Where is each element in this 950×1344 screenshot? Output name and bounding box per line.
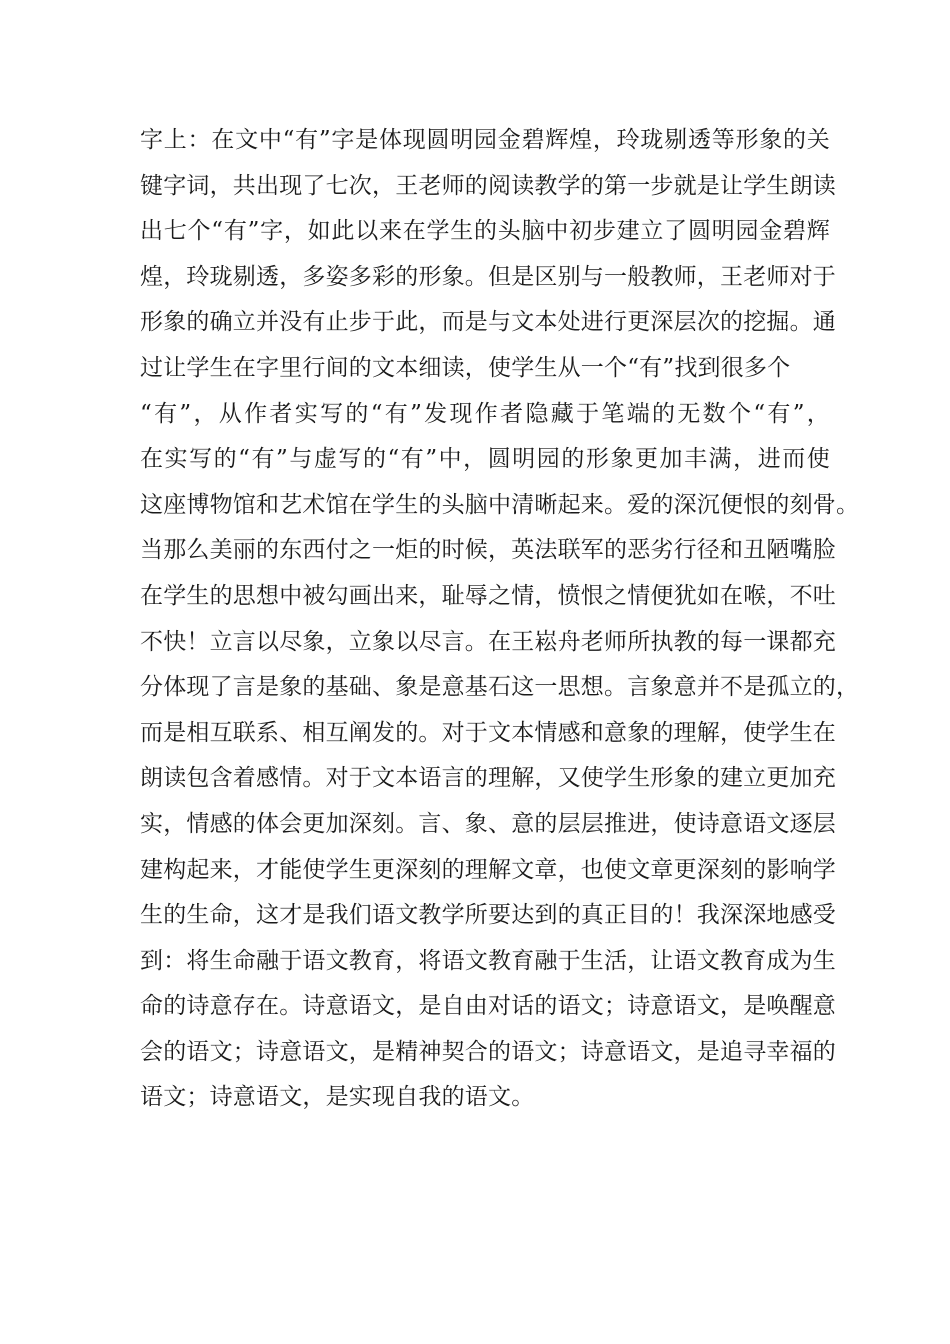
text-line: 生的生命，这才是我们语文教学所要达到的真正目的！我深深地感受 [140,902,836,929]
text-line: 形象的确立并没有止步于此，而是与文本处进行更深层次的挖掘。通 [140,309,836,336]
text-line: 朗读包含着感情。对于文本语言的理解，又使学生形象的建立更加充 [140,765,836,792]
text-line: 出七个“有”字，如此以来在学生的头脑中初步建立了圆明园金碧辉 [140,218,830,245]
text-line: 建构起来，才能使学生更深刻的理解文章，也使文章更深刻的影响学 [140,856,836,883]
text-line: 不快！立言以尽象，立象以尽言。在王崧舟老师所执教的每一课都充 [140,628,836,655]
text-line: 键字词，共出现了七次，王老师的阅读教学的第一步就是让学生朗读 [140,172,836,199]
text-line: 到：将生命融于语文教育，将语文教育融于生活，让语文教育成为生 [140,947,836,974]
text-line: 实，情感的体会更加深刻。言、象、意的层层推进，使诗意语文逐层 [140,810,836,837]
text-line: 过让学生在字里行间的文本细读，使学生从一个“有”找到很多个 [140,354,791,381]
body-paragraph [140,118,860,1121]
text-line: 命的诗意存在。诗意语文，是自由对话的语文；诗意语文，是唤醒意 [140,993,836,1020]
text-line: 语文；诗意语文，是实现自我的语文。 [140,1084,535,1111]
text-line: 当那么美丽的东西付之一炬的时候，英法联军的恶劣行径和丑陋嘴脸 [140,537,836,564]
text-line: 而是相互联系、相互阐发的。对于文本情感和意象的理解，使学生在 [140,719,836,746]
text-line: “有”，从作者实写的“有”发现作者隐藏于笔端的无数个“有”， [140,400,830,427]
text-line: 字上：在文中“有”字是体现圆明园金碧辉煌，玲珑剔透等形象的关 [140,127,830,153]
text-line: 这座博物馆和艺术馆在学生的头脑中清晰起来。爱的深沉便恨的刻骨。 [140,491,860,518]
text-line: 会的语文；诗意语文，是精神契合的语文；诗意语文，是追寻幸福的 [140,1038,836,1065]
text-line: 在实写的“有”与虚写的“有”中，圆明园的形象更加丰满，进而使 [140,446,830,473]
text-line: 分体现了言是象的基础、象是意基石这一思想。言象意并不是孤立的， [140,674,860,701]
text-line: 在学生的思想中被勾画出来，耻辱之情，愤恨之情便犹如在喉，不吐 [140,582,836,609]
text-line: 煌，玲珑剔透，多姿多彩的形象。但是区别与一般教师，王老师对于 [140,263,836,290]
